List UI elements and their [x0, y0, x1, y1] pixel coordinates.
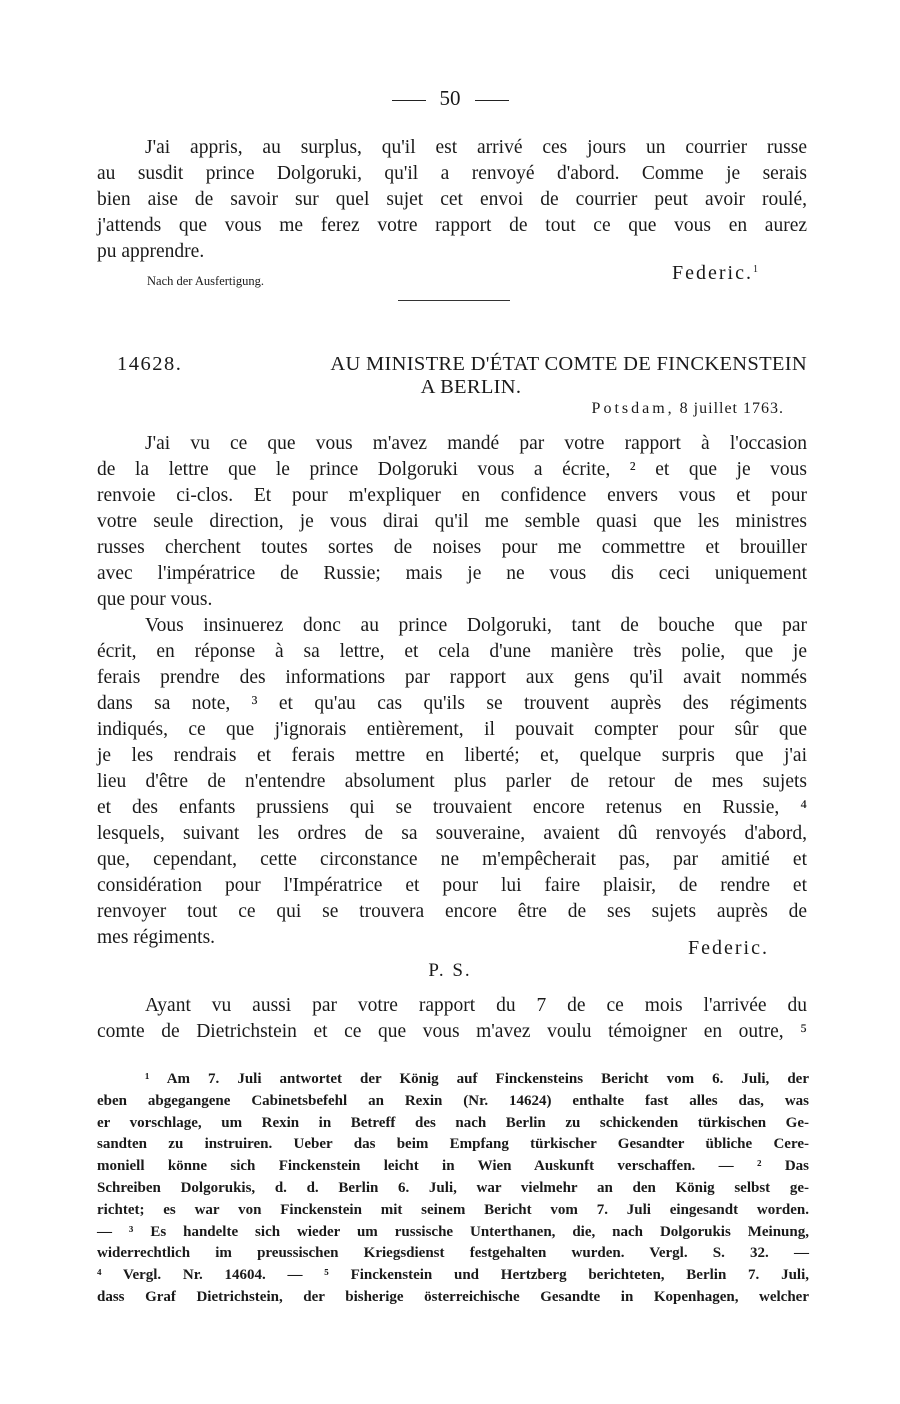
- footnote-line: eben abgegangene Cabinetsbefehl an Rexin (Nr. 14624) enthalte fast alles das, was: [97, 1092, 809, 1109]
- footnotes: [97, 1069, 809, 1309]
- document-heading: [117, 353, 807, 399]
- text-line: russes cherchent toutes sortes de noises pour me commettre et brouiller: [97, 537, 807, 558]
- paragraph-2: [97, 431, 807, 613]
- place: Potsdam,: [591, 400, 675, 417]
- text-line: lieu d'être de n'entendre absolument plus parler de retour de mes sujets: [97, 771, 807, 792]
- text-line: mes régiments.: [97, 927, 216, 948]
- header-dash-left: [392, 100, 426, 101]
- text-line: indiqués, ce que j'ignorais entièrement, il pouvait compter pour sûr que: [97, 719, 807, 740]
- section-divider: [398, 300, 510, 301]
- footnote-line: er vorschlage, um Rexin in Betreff des nach Berlin zu schickenden türkischen Ge-: [97, 1114, 809, 1131]
- page-header: [0, 86, 900, 111]
- text-line: Vous insinuerez donc au prince Dolgoruki, tant de bouche que par: [145, 615, 807, 636]
- place-date: [592, 400, 784, 418]
- text-line: que, cependant, cette circonstance ne m'empêcherait pas, par amitié et: [97, 849, 807, 870]
- text-line: pu apprendre.: [97, 241, 205, 262]
- document-number: 14628.: [117, 353, 183, 375]
- header-dash-right: [475, 100, 509, 101]
- page-number: 50: [439, 86, 461, 110]
- text-line: votre seule direction, je vous dirai qu'il me semble quasi que les ministres: [97, 511, 807, 532]
- footnote-line: sandten zu instruiren. Ueber das beim Empfang türkischer Gesandter übliche Cere-: [97, 1136, 809, 1153]
- text-line: renvoie ci-clos. Et pour m'expliquer en confidence envers vous et pour: [97, 485, 807, 506]
- text-line: J'ai appris, au surplus, qu'il est arrivé ces jours un courrier russe: [145, 137, 807, 158]
- footnote-line: ¹ Am 7. Juli antwortet der König auf Finckensteins Bericht vom 6. Juli, der: [145, 1071, 809, 1087]
- text-line: au susdit prince Dolgoruki, qu'il a renvoyé d'abord. Comme je serais: [97, 163, 807, 184]
- signature-text: Federic.: [672, 262, 753, 284]
- text-line: comte de Dietrichstein et ce que vous m'avez voulu témoigner en outre, ⁵: [97, 1021, 807, 1042]
- text-line: ferais prendre des informations par rapport aux gens qu'il avait nommés: [97, 667, 807, 688]
- text-line: que pour vous.: [97, 589, 213, 610]
- text-line: renvoyer tout ce qui se trouvera encore être de ses sujets auprès de: [97, 901, 807, 922]
- text-line: bien aise de savoir sur quel sujet cet envoi de courrier peut avoir roulé,: [97, 189, 807, 210]
- document-title-line-1: AU MINISTRE D'ÉTAT COMTE DE FINCKENSTEIN: [330, 353, 807, 375]
- text-line: lesquels, suivant les ordres de sa souveraine, avaient dû renvoyés d'abord,: [97, 823, 807, 844]
- footnote-line: Schreiben Dolgorukis, d. d. Berlin 6. Juli, war vielmehr an den König selbst ge-: [97, 1179, 809, 1196]
- date: 8 juillet 1763.: [679, 400, 784, 417]
- text-line: considération pour l'Impératrice et pour lui faire plaisir, de rendre et: [97, 875, 807, 896]
- signature-1: [672, 262, 760, 285]
- text-line: dans sa note, ³ et qu'au cas qu'ils se trouvent auprès des régiments: [97, 693, 807, 714]
- source-note: Nach der Ausfertigung.: [147, 274, 264, 288]
- postscript-heading: P. S.: [428, 960, 472, 981]
- signature-2: Federic.: [688, 937, 769, 959]
- footnote-line: widerrechtlich im preussischen Kriegsdienst festgehalten wurden. Vergl. S. 32. —: [97, 1245, 809, 1262]
- text-line: je les rendrais et ferais mettre en liberté; et, quelque surpris que j'ai: [97, 745, 807, 766]
- text-line: et des enfants prussiens qui se trouvaient encore retenus en Russie, ⁴: [97, 797, 807, 818]
- footnote-line: moniell könne sich Finckenstein leicht in Wien Auskunft verschaffen. — ² Das: [97, 1158, 809, 1175]
- paragraph-1: [97, 135, 807, 265]
- footnote-line: ⁴ Vergl. Nr. 14604. — ⁵ Finckenstein und Hertzberg berichteten, Berlin 7. Juli,: [97, 1267, 809, 1284]
- text-line: avec l'impératrice de Russie; mais je ne vous dis ceci uniquement: [97, 563, 807, 584]
- paragraph-3: [97, 613, 807, 951]
- footnote-line: richtet; es war von Finckenstein mit seinem Bericht vom 7. Juli eingesandt worden.: [97, 1201, 809, 1218]
- footnote-line: dass Graf Dietrichstein, der bisherige österreichische Gesandte in Kopenhagen, welcher: [97, 1288, 809, 1305]
- text-line: J'ai vu ce que vous m'avez mandé par votre rapport à l'occasion: [145, 433, 807, 454]
- text-line: j'attends que vous me ferez votre rapport de tout ce que vous en aurez: [97, 215, 807, 236]
- footnote-line: — ³ Es handelte sich wieder um russische Unterthanen, die, nach Dolgorukis Meinung,: [97, 1223, 809, 1240]
- text-line: écrit, en réponse à sa lettre, et cela d'une manière très polie, que je: [97, 641, 807, 662]
- paragraph-4: [97, 993, 807, 1045]
- text-line: Ayant vu aussi par votre rapport du 7 de ce mois l'arrivée du: [145, 995, 807, 1016]
- text-line: de la lettre que le prince Dolgoruki vous a écrite, ² et que je vous: [97, 459, 807, 480]
- footnote-marker: 1: [752, 264, 760, 275]
- document-title-line-2: A BERLIN.: [420, 376, 522, 398]
